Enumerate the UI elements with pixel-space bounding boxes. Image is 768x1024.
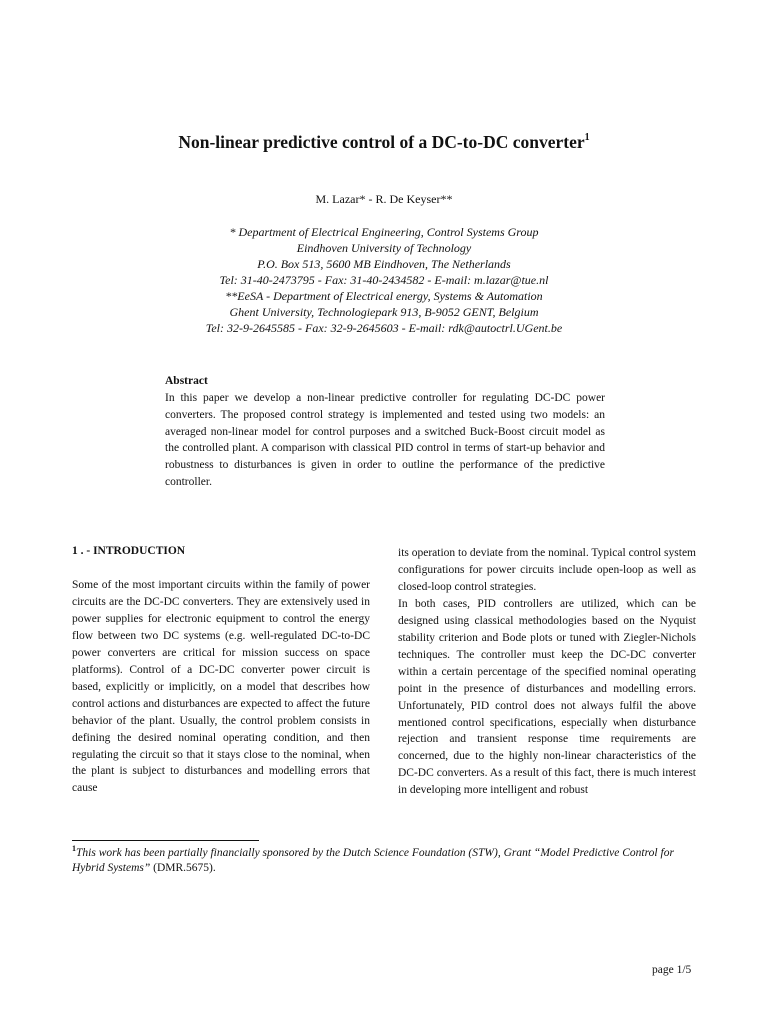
section-heading: 1 . - INTRODUCTION: [72, 545, 186, 557]
affiliation-line: * Department of Electrical Engineering, Control Systems Group: [229, 225, 539, 239]
paper-title: [0, 132, 768, 153]
affiliation-line: Tel: 32-9-2645585 - Fax: 32-9-2645603 - E-mail: rdk@autoctrl.UGent.be: [205, 321, 563, 335]
affiliation-line: **EeSA - Department of Electrical energy, Systems & Automation: [225, 289, 543, 303]
intro-paragraph-left: Some of the most important circuits within the family of power circuits are the DC-DC converters. They are extensively used in power supplies for electronic equipment to control the energy flow between two DC systems (e.g. well-regulated DC-to-DC power converters are critical for mission success on space platforms). Control of a DC-DC converter power circuit is based, explicitly or implicitly, on a model that describes how control actions and disturbances are expected to affect the future behavior of the plant. Usually, the control problem consists in defining the desired nominal operating condition, and then regulating the circuit so that it stays close to the nominal, when the plant is subject to disturbances and modelling errors that cause: [72, 579, 370, 795]
footnote: [72, 846, 692, 876]
affiliation-line: Eindhoven University of Technology: [296, 241, 472, 255]
intro-paragraph-right-2: In both cases, PID controllers are utilized, which can be designed using classical methodologies based on the Nyquist stability criterion and Bode plots or tuned with Ziegler-Nichols techniques. The controller must keep the DC-DC converter within a certain percentage of the specified nominal operating point in the presence of disturbances and modelling errors. Unfortunately, PID control does not always fulfil the above mentioned control specifications, especially when disturbance rejection and transient response time requirements are concerned, due to the highly non-linear characteristics of the DC-DC converters. As a result of this fact, there is much interest in developing more intelligent and robust: [398, 597, 696, 797]
footnote-plain-text: (DMR.5675).: [150, 862, 216, 874]
author-list: M. Lazar* - R. De Keyser**: [315, 192, 453, 206]
footnote-italic-text: This work has been partially financially sponsored by the Dutch Science Foundation (STW), Grant “Model Predictive Control for Hybrid Systems”: [72, 847, 674, 874]
right-column: [398, 545, 696, 799]
paper-title-text: Non-linear predictive control of a DC-to-DC converter: [178, 132, 585, 152]
affiliation-line: Tel: 31-40-2473795 - Fax: 31-40-2434582 - E-mail: m.lazar@tue.nl: [219, 273, 549, 287]
page-number: page 1/5: [652, 964, 692, 976]
footnote-divider: [72, 840, 259, 841]
abstract-heading: Abstract: [165, 375, 208, 387]
affiliation-line: P.O. Box 513, 5600 MB Eindhoven, The Netherlands: [257, 257, 511, 271]
left-column: [72, 545, 370, 797]
affiliation-line: Ghent University, Technologiepark 913, B-9052 GENT, Belgium: [229, 305, 539, 319]
title-footnote-mark: 1: [584, 132, 590, 143]
abstract-body: In this paper we develop a non-linear predictive controller for regulating DC-DC power converters. The proposed control strategy is implemented and tested using two models: an averaged non-linear model for control purposes and a switched Buck-Boost circuit model as the controlled plant. A comparison with classical PID control in terms of start-up behavior and robustness to disturbances is given in order to outline the performance of the predictive controller.: [165, 392, 605, 488]
intro-paragraph-right-1: its operation to deviate from the nominal. Typical control system configurations for power circuits include open-loop as well as closed-loop control strategies.: [398, 547, 696, 593]
footnote-mark: 1: [72, 844, 76, 853]
affiliations: [0, 224, 768, 336]
